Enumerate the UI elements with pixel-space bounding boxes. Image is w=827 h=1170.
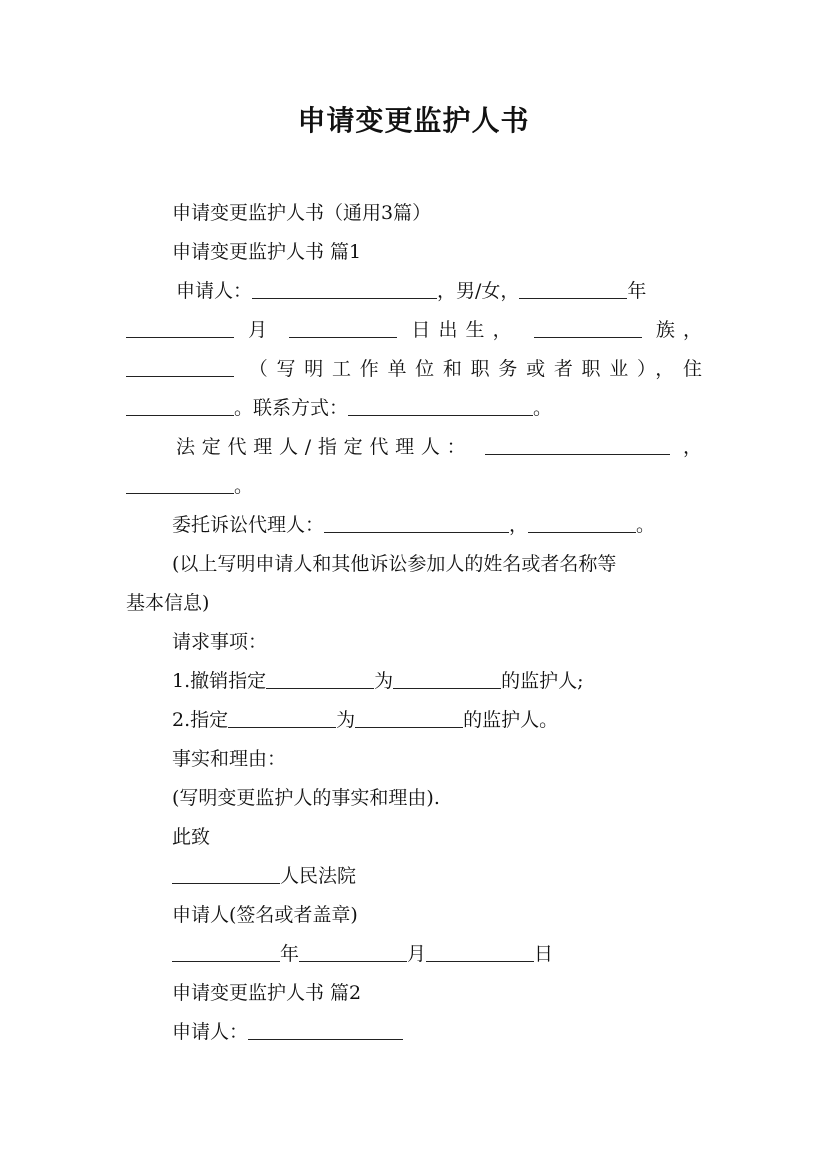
legal-agent-line (126, 428, 702, 467)
blank-birth-year (519, 297, 627, 299)
period-3: 。 (636, 514, 656, 536)
blank-birth-month (126, 336, 234, 338)
blank-ethnic (534, 336, 642, 338)
workplace-note: （写明工作单位和职务或者职业），住 (248, 358, 702, 380)
comma-1: ， (682, 436, 702, 458)
contact-text: 。联系方式： (234, 397, 349, 419)
claim-2 (126, 701, 702, 740)
blank-legal-agent-info (126, 492, 234, 494)
document-title: 申请变更监护人书 (297, 104, 530, 137)
date-month: 月 (407, 943, 427, 965)
birth-line (126, 311, 702, 350)
facts-heading: 事实和理由： (172, 748, 287, 770)
info-note-line1: (以上写明申请人和其他诉讼参加人的姓名或者名称等 (172, 553, 617, 575)
claim1-prefix: 1.撤销指定 (172, 670, 267, 692)
sex-text: ，男/女， (437, 280, 520, 302)
date-year: 年 (280, 943, 300, 965)
blank-entrusted-agent (324, 531, 509, 533)
claim2-for: 为 (336, 709, 356, 731)
comma-2: ， (509, 514, 529, 536)
applicant2-label: 申请人： (172, 1021, 249, 1043)
blank-date-month (299, 960, 407, 962)
blank-claim2-ward (355, 726, 463, 728)
facts-note: (写明变更监护人的事实和理由). (172, 787, 440, 809)
claims-heading: 请求事项： (172, 631, 268, 653)
salutation: 此致 (172, 826, 211, 848)
blank-claim2-new (228, 726, 336, 728)
section1-heading: 申请变更监护人书 篇1 (172, 241, 362, 263)
document-body (126, 194, 702, 1052)
ethnic-text: 族， (655, 319, 702, 341)
legal-agent-label: 法定代理人/指定代理人： (176, 436, 473, 458)
blank-court (172, 882, 280, 884)
blank-legal-agent (485, 453, 670, 455)
blank-applicant2-name (248, 1038, 403, 1040)
date-day: 日 (534, 943, 554, 965)
blank-contact (348, 414, 533, 416)
applicant-label: 申请人： (176, 280, 253, 302)
claim-1 (126, 662, 702, 701)
entrusted-agent-line (126, 506, 702, 545)
date-line (126, 935, 702, 974)
blank-applicant-name (252, 297, 437, 299)
info-note-line2: 基本信息) (126, 592, 210, 614)
born-text: 日出生， (411, 319, 520, 341)
court-suffix: 人民法院 (280, 865, 357, 887)
address-contact-line (126, 389, 702, 428)
year-char: 年 (627, 280, 647, 302)
blank-entrusted-agent-info (528, 531, 636, 533)
blank-date-day (426, 960, 534, 962)
legal-agent-line-2 (126, 467, 702, 506)
blank-workplace (126, 375, 234, 377)
blank-date-year (172, 960, 280, 962)
entrusted-agent-label: 委托诉讼代理人： (172, 514, 325, 536)
subtitle: 申请变更监护人书（通用3篇） (172, 202, 432, 224)
blank-birth-day (289, 336, 397, 338)
claim1-suffix: 的监护人; (501, 670, 584, 692)
period-2: 。 (234, 475, 254, 497)
applicant2-line (126, 1013, 702, 1052)
section2-heading: 申请变更监护人书 篇2 (172, 982, 362, 1004)
claim1-for: 为 (374, 670, 394, 692)
claim2-suffix: 的监护人。 (463, 709, 559, 731)
blank-claim1-original (266, 687, 374, 689)
court-line (126, 857, 702, 896)
period-1: 。 (533, 397, 553, 419)
blank-claim1-ward (393, 687, 501, 689)
applicant-line (126, 272, 702, 311)
signature-line: 申请人(签名或者盖章) (172, 904, 358, 926)
blank-address (126, 414, 234, 416)
month-char: 月 (248, 319, 276, 341)
workplace-line (126, 350, 702, 389)
claim2-prefix: 2.指定 (172, 709, 229, 731)
